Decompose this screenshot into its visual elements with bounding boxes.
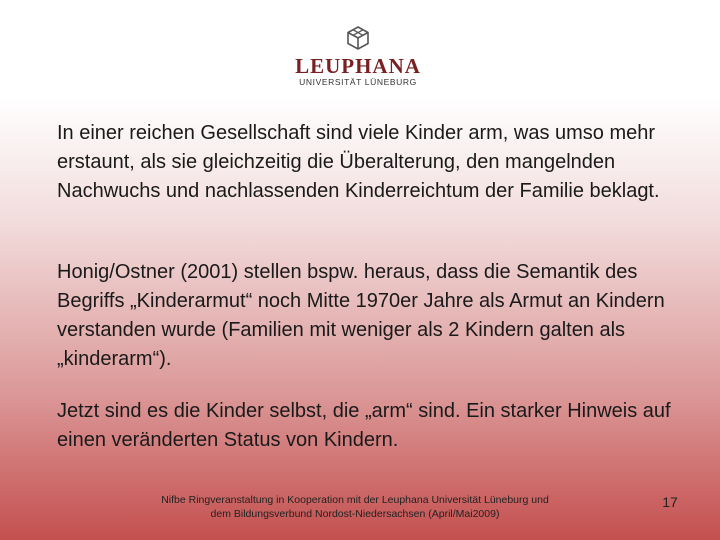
paragraph-1: In einer reichen Gesellschaft sind viele Kinder arm, was umso mehr erstaunt, als sie gleichzeitig die Überalterung, den mangelnden Nachwuchs und nachlassenden Kinderreichtum der Familie beklagt. [57,122,660,202]
leuphana-cube-icon [347,26,369,50]
paragraph-3: Jetzt sind es die Kinder selbst, die „arm“ sind. Ein starker Hinweis auf einen veränderten Status von Kindern. [57,400,671,451]
footer-line-2: dem Bildungsverbund Nordost-Niedersachsen (April/Mai2009) [210,508,500,520]
logo-wordmark: LEUPHANA [295,54,421,78]
page-number: 17 [662,494,678,510]
footer-line-1: Nifbe Ringveranstaltung in Kooperation mit der Leuphana Universität Lüneburg und [161,494,549,506]
leuphana-logo [252,24,464,88]
paragraph-2: Honig/Ostner (2001) stellen bspw. heraus, dass die Semantik des Begriffs „Kinderarmut“ noch Mitte 1970er Jahre als Armut an Kindern verstanden wurde (Familien mit weniger als 2 Kindern galten als „kinderarm“). [57,261,665,370]
footer-text [100,493,610,521]
logo-subtitle: UNIVERSITÄT LÜNEBURG [299,77,417,87]
